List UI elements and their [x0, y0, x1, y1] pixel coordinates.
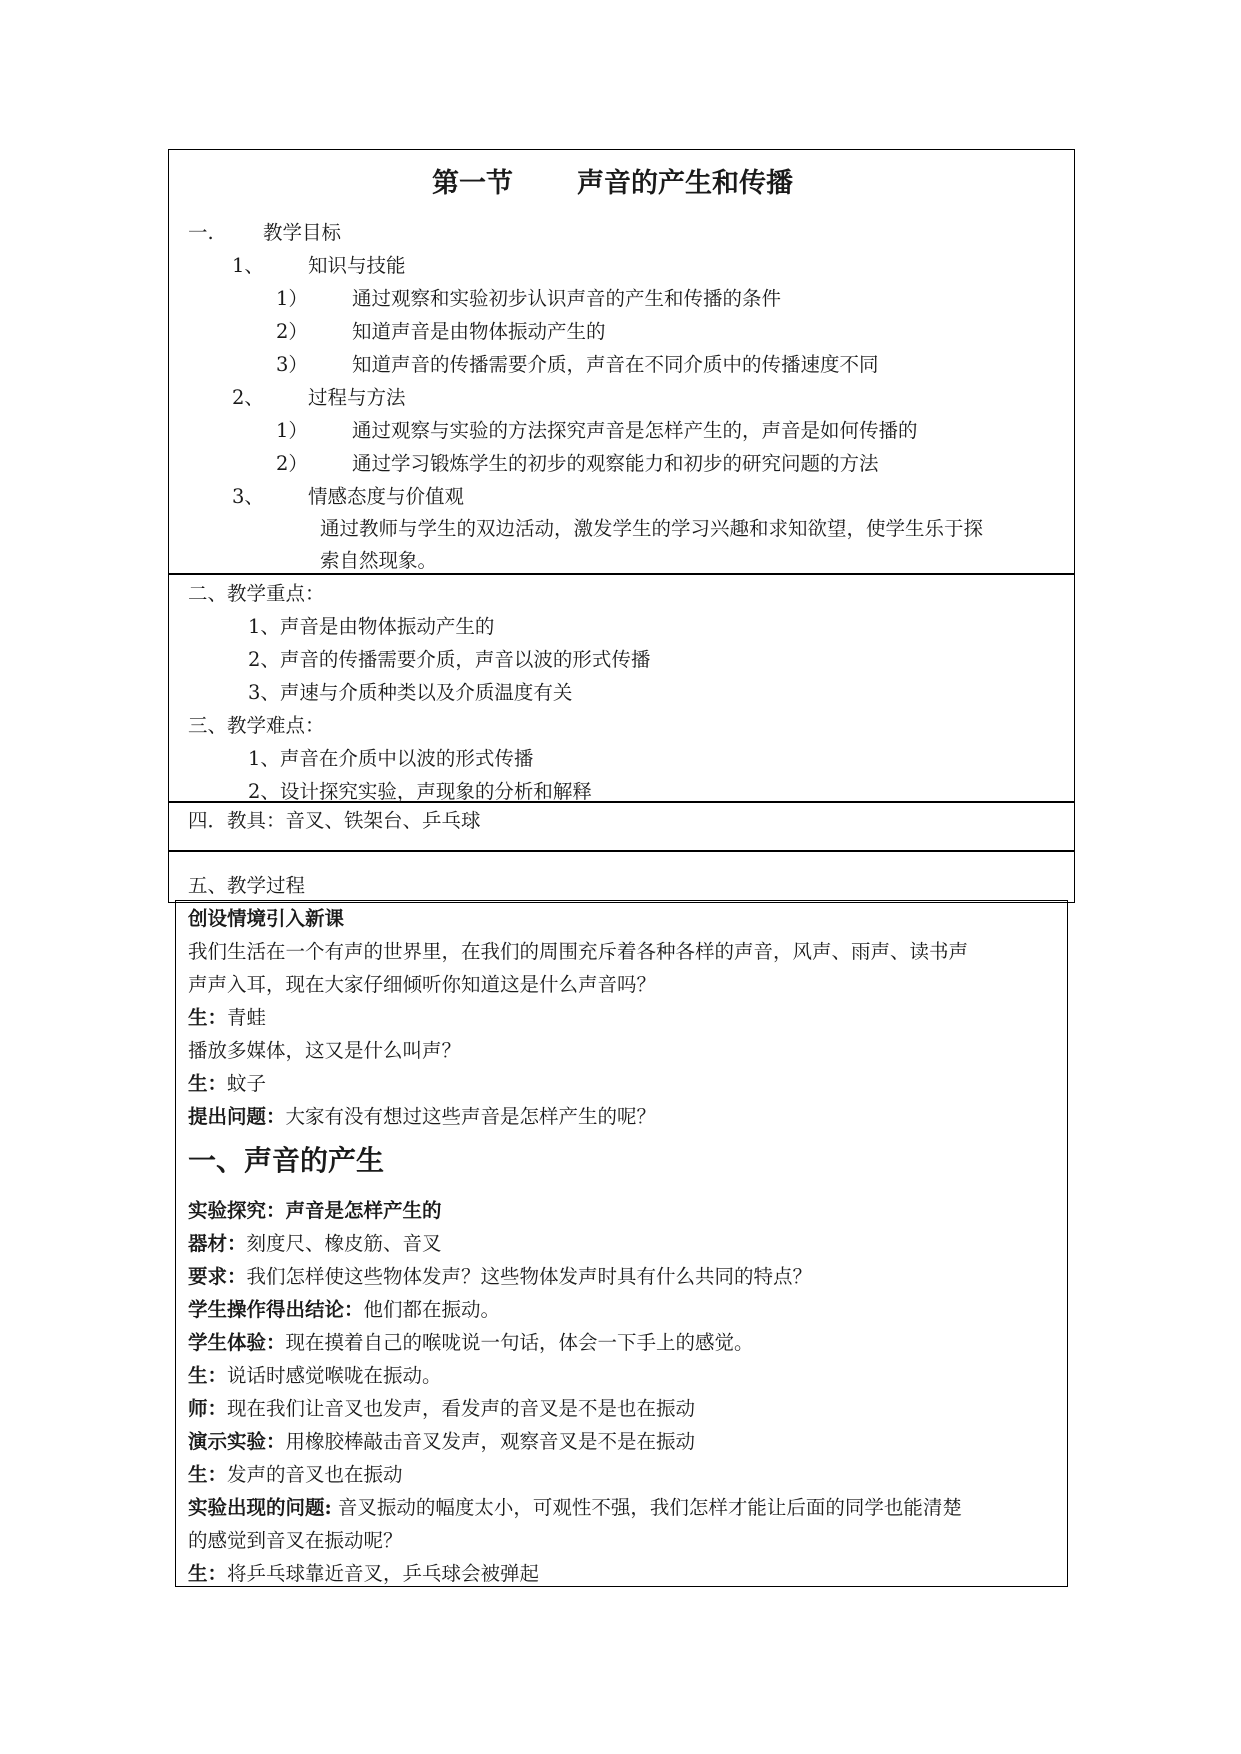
conclusion-line: [188, 1298, 500, 1322]
sub1-item3-text: 知道声音的传播需要介质，声音在不同介质中的传播速度不同: [352, 353, 879, 376]
student-answer-3: [188, 1364, 442, 1388]
conclusion-label: 学生操作得出结论：: [188, 1298, 364, 1321]
answer-text: 蚊子: [227, 1072, 267, 1095]
play-media-line: 播放多媒体，这又是什么叫声？: [188, 1039, 462, 1062]
answer-text: 将乒乓球靠近音叉，乒乓球会被弹起: [227, 1562, 540, 1585]
intro-line1: 我们生活在一个有声的世界里，在我们的周围充斥着各种各样的声音，风声、雨声、读书声: [188, 940, 969, 963]
experience-text: 现在摸着自己的喉咙说一句话，体会一下手上的感觉。: [285, 1331, 754, 1354]
answer-text: 说话时感觉喉咙在振动。: [227, 1364, 442, 1387]
sec2-item2: 2、声音的传播需要介质，声音以波的形式传播: [248, 648, 651, 671]
raise-question-line: [188, 1105, 656, 1129]
requirement-label: 要求：: [188, 1265, 247, 1288]
question-text: 大家有没有想过这些声音是怎样产生的呢？: [285, 1105, 657, 1128]
requirement-text: 我们怎样使这些物体发声？这些物体发声时具有什么共同的特点？: [246, 1265, 813, 1288]
speaker-label: 生：: [188, 1006, 228, 1029]
sub3-label: 情感态度与价值观: [308, 485, 465, 508]
experiment-title: 实验探究：声音是怎样产生的: [188, 1199, 442, 1222]
sub1-label: 知识与技能: [308, 254, 406, 277]
section-heading: 一、声音的产生: [188, 1144, 385, 1177]
sub3-text-line1: 通过教师与学生的双边活动，激发学生的学习兴趣和求知欲望，使学生乐于探: [320, 517, 984, 540]
question-label: 提出问题：: [188, 1105, 286, 1128]
sub2-label: 过程与方法: [308, 386, 406, 409]
intro-title: 创设情境引入新课: [188, 907, 345, 930]
demo-line: [188, 1430, 695, 1454]
sec3-item1: 1、声音在介质中以波的形式传播: [248, 747, 534, 770]
experience-line: [188, 1331, 754, 1355]
speaker-label: 生：: [188, 1463, 228, 1486]
student-answer-2: [188, 1072, 266, 1096]
sub2-item1-text: 通过观察与实验的方法探究声音是怎样产生的，声音是如何传播的: [352, 419, 918, 442]
sec2-item1: 1、声音是由物体振动产生的: [248, 615, 495, 638]
answer-text: 青蛙: [227, 1006, 267, 1029]
sub1-number: 1、: [232, 254, 264, 277]
sec4-label: 四．教具：音叉、铁架台、乒乓球: [188, 809, 481, 832]
speaker-label: 生：: [188, 1072, 228, 1095]
problem-text: 音叉振动的幅度太小，可观性不强，我们怎样才能让后面的同学也能清楚: [331, 1496, 962, 1519]
sub1-item2-number: 2）: [276, 320, 308, 343]
sec1-label: 教学目标: [263, 221, 342, 244]
student-answer-4: [188, 1463, 403, 1487]
equipment-label: 器材：: [188, 1232, 247, 1255]
sec2-label: 二、教学重点：: [188, 582, 325, 605]
answer-text: 发声的音叉也在振动: [227, 1463, 403, 1486]
sec1-number: 一.: [188, 221, 214, 244]
problem-line: [188, 1496, 962, 1520]
demo-text: 用橡胶棒敲击音叉发声，观察音叉是不是在振动: [285, 1430, 696, 1453]
sec2-item3: 3、声速与介质种类以及介质温度有关: [248, 681, 573, 704]
sub2-item2-text: 通过学习锻炼学生的初步的观察能力和初步的研究问题的方法: [352, 452, 879, 475]
lesson-number: 第一节: [432, 168, 513, 199]
teacher-label: 师：: [188, 1397, 228, 1420]
sub2-item1-number: 1）: [276, 419, 308, 442]
conclusion-text: 他们都在振动。: [363, 1298, 501, 1321]
sub1-item1-number: 1）: [276, 287, 308, 310]
student-answer-1: [188, 1006, 266, 1030]
sub2-item2-number: 2）: [276, 452, 308, 475]
sub2-number: 2、: [232, 386, 264, 409]
sub1-item2-text: 知道声音是由物体振动产生的: [352, 320, 606, 343]
demo-label: 演示实验：: [188, 1430, 286, 1453]
teacher-text: 现在我们让音叉也发声，看发声的音叉是不是也在振动: [227, 1397, 696, 1420]
requirement-line: [188, 1265, 812, 1289]
sec5-label: 五、教学过程: [188, 874, 306, 897]
speaker-label: 生：: [188, 1364, 228, 1387]
experience-label: 学生体验：: [188, 1331, 286, 1354]
sub1-item1-text: 通过观察和实验初步认识声音的产生和传播的条件: [352, 287, 782, 310]
lesson-title: 声音的产生和传播: [577, 168, 793, 199]
problem-label: 实验出现的问题:: [188, 1496, 332, 1519]
sub1-item3-number: 3）: [276, 353, 308, 376]
sec3-item2: 2、设计探究实验，声现象的分析和解释: [248, 780, 592, 803]
equipment-text: 刻度尺、橡皮筋、音叉: [246, 1232, 442, 1255]
sec3-label: 三、教学难点：: [188, 714, 325, 737]
equipment-line: [188, 1232, 442, 1256]
student-answer-5: [188, 1562, 539, 1586]
problem-line-2: 的感觉到音叉在振动呢？: [188, 1529, 403, 1552]
sub3-number: 3、: [232, 485, 264, 508]
intro-line2: 声声入耳，现在大家仔细倾听你知道这是什么声音吗？: [188, 973, 657, 996]
sub3-text-line2: 索自然现象。: [320, 549, 438, 572]
teacher-line: [188, 1397, 695, 1421]
speaker-label: 生：: [188, 1562, 228, 1585]
